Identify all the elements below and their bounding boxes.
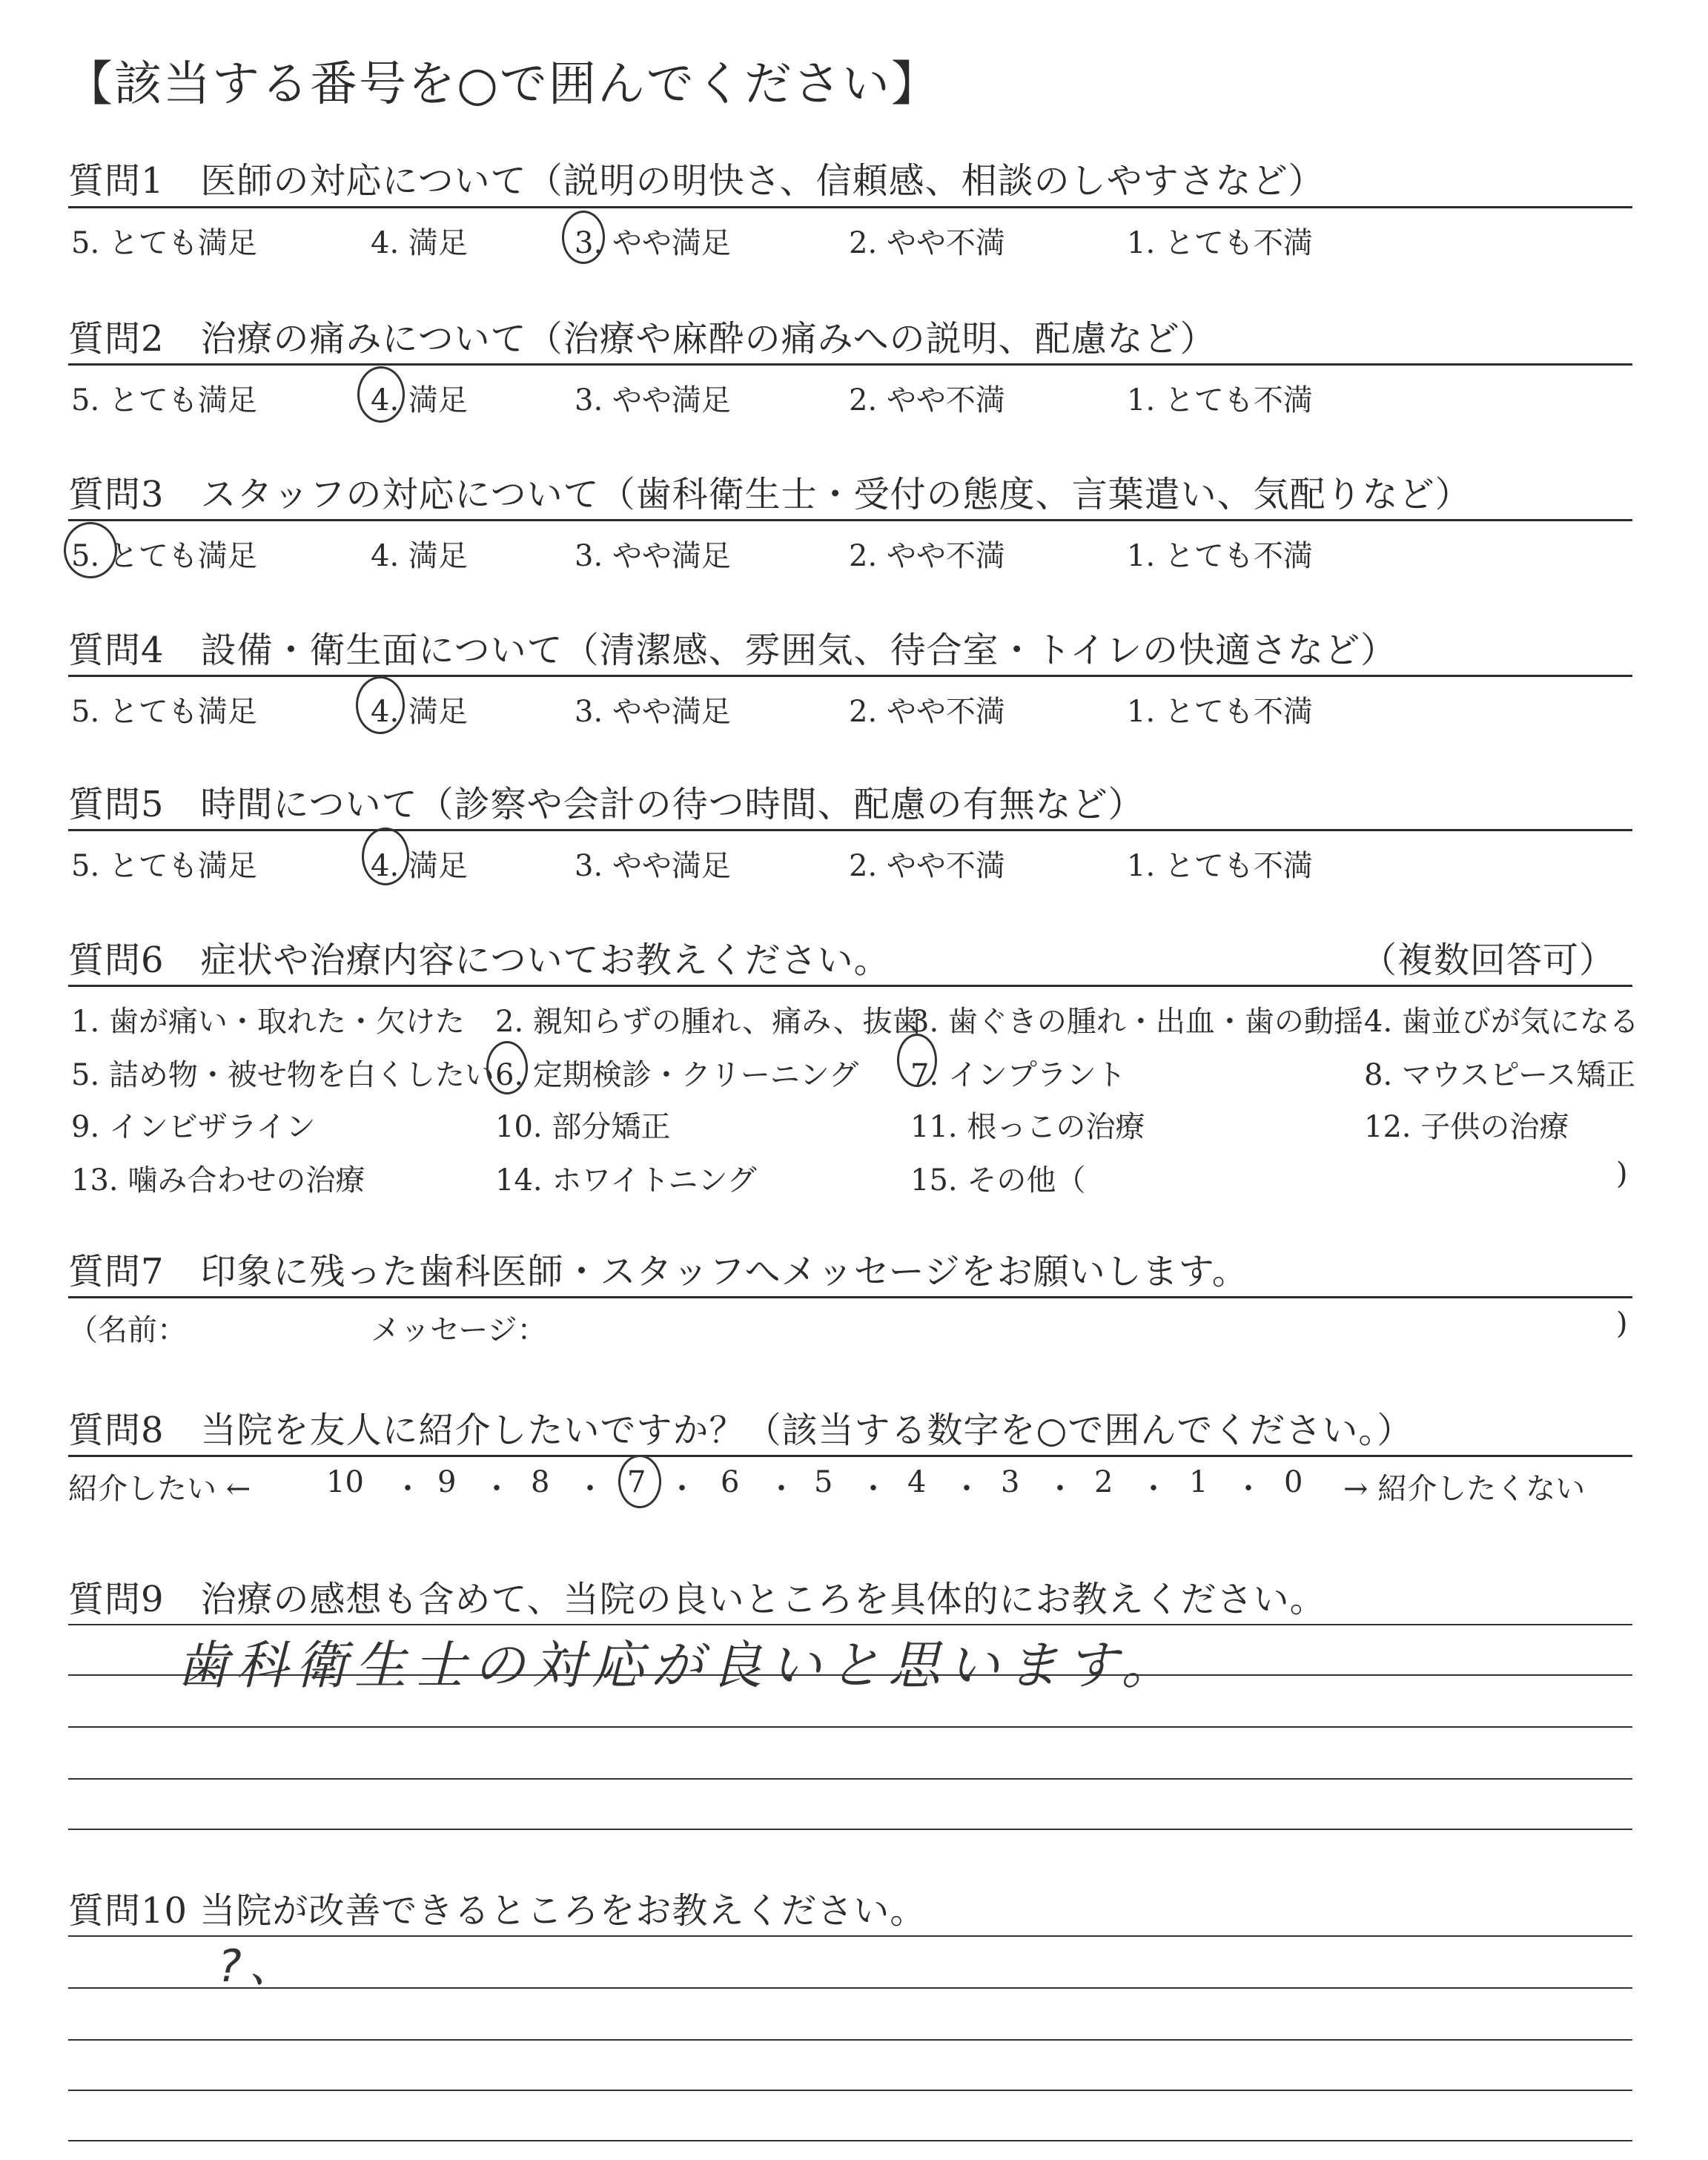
rating-option-1[interactable]: 1. とても不満: [1127, 849, 1313, 883]
rating-option-1[interactable]: 1. とても不満: [1127, 383, 1313, 417]
treatment-option-12[interactable]: 12. 子供の治療: [1364, 1110, 1569, 1144]
treatment-option-2[interactable]: 2. 親知らずの腫れ、痛み、抜歯: [495, 1005, 922, 1039]
treatment-option-4[interactable]: 4. 歯並びが気になる: [1364, 1005, 1639, 1039]
treatment-option-7[interactable]: 7. インプラント: [910, 1058, 1126, 1092]
scale-7[interactable]: 7: [627, 1465, 646, 1499]
scale-4[interactable]: 4: [907, 1465, 927, 1499]
not-recommend-label: → 紹介したくない: [1343, 1472, 1586, 1506]
handwritten-answer: 歯科衛生士の対応が良いと思います。: [176, 1635, 1181, 1696]
writing-line: [68, 2039, 1632, 2041]
scale-5[interactable]: 5: [814, 1465, 833, 1499]
rating-option-1[interactable]: 1. とても不満: [1127, 539, 1313, 573]
question-5-title: 質問5 時間について（診察や会計の待つ時間、配慮の有無など）: [68, 784, 1145, 825]
divider: [68, 985, 1632, 987]
writing-line: [68, 2090, 1632, 2091]
recommend-label: 紹介したい ←: [68, 1472, 251, 1506]
rating-option-2[interactable]: 2. やや不満: [849, 226, 1005, 260]
rating-option-3[interactable]: 3. やや満足: [575, 695, 731, 729]
scale-separator: ・: [575, 1472, 605, 1506]
divider: [68, 675, 1632, 677]
rating-option-2[interactable]: 2. やや不満: [849, 539, 1005, 573]
writing-line: [68, 1987, 1632, 1989]
rating-option-3[interactable]: 3. やや満足: [575, 226, 731, 260]
rating-option-4[interactable]: 4. 満足: [371, 695, 468, 729]
treatment-option-14[interactable]: 14. ホワイトニング: [495, 1163, 757, 1198]
scale-separator: ・: [1045, 1472, 1075, 1506]
question-10-title: 質問10 当院が改善できるところをお教えください。: [68, 1890, 927, 1932]
treatment-option-8[interactable]: 8. マウスピース矯正: [1364, 1058, 1636, 1092]
scale-separator: ・: [393, 1472, 423, 1506]
writing-line: [68, 1829, 1632, 1830]
question-1-title: 質問1 医師の対応について（説明の明快さ、信頼感、相談のしやすさなど）: [68, 160, 1325, 202]
rating-option-3[interactable]: 3. やや満足: [575, 849, 731, 883]
scale-separator: ・: [858, 1472, 888, 1506]
divider: [68, 206, 1632, 208]
treatment-option-10[interactable]: 10. 部分矯正: [495, 1110, 671, 1144]
scale-3[interactable]: 3: [1001, 1465, 1020, 1499]
scale-separator: ・: [1139, 1472, 1168, 1506]
scale-separator: ・: [1234, 1472, 1263, 1506]
writing-line: [68, 2140, 1632, 2141]
question-2-title: 質問2 治療の痛みについて（治療や麻酔の痛みへの説明、配慮など）: [68, 318, 1217, 360]
rating-option-4[interactable]: 4. 満足: [371, 383, 468, 417]
rating-option-1[interactable]: 1. とても不満: [1127, 695, 1313, 729]
scale-separator: ・: [667, 1472, 697, 1506]
divider: [68, 363, 1632, 366]
multiple-answers-note: （複数回答可）: [1361, 939, 1616, 981]
rating-option-4[interactable]: 4. 満足: [371, 226, 468, 260]
scale-separator: ・: [482, 1472, 512, 1506]
treatment-option-3[interactable]: 3. 歯ぐきの腫れ・出血・歯の動揺: [910, 1005, 1363, 1039]
writing-line: [68, 1778, 1632, 1780]
rating-option-4[interactable]: 4. 満足: [371, 539, 468, 573]
question-6-title: 質問6 症状や治療内容についてお教えください。: [68, 939, 890, 981]
writing-line: [68, 1935, 1632, 1937]
rating-option-3[interactable]: 3. やや満足: [575, 539, 731, 573]
question-9-title: 質問9 治療の感想も含めて、当院の良いところを具体的にお教えください。: [68, 1579, 1326, 1620]
treatment-option-15[interactable]: 15. その他（: [910, 1163, 1086, 1198]
question-4-title: 質問4 設備・衛生面について（清潔感、雰囲気、待合室・トイレの快適さなど）: [68, 630, 1397, 671]
scale-10[interactable]: 10: [326, 1465, 364, 1499]
rating-option-5[interactable]: 5. とても満足: [71, 695, 257, 729]
rating-option-4[interactable]: 4. 満足: [371, 849, 468, 883]
scale-6[interactable]: 6: [721, 1465, 740, 1499]
rating-option-2[interactable]: 2. やや不満: [849, 695, 1005, 729]
writing-line: [68, 1726, 1632, 1728]
treatment-option-11[interactable]: 11. 根っこの治療: [910, 1110, 1145, 1144]
treatment-option-13[interactable]: 13. 噛み合わせの治療: [71, 1163, 365, 1198]
message-close-paren: ): [1616, 1307, 1628, 1341]
scale-separator: ・: [767, 1472, 796, 1506]
other-close-paren: ): [1616, 1157, 1628, 1191]
rating-option-1[interactable]: 1. とても不満: [1127, 226, 1313, 260]
rating-option-5[interactable]: 5. とても満足: [71, 539, 257, 573]
divider: [68, 1455, 1632, 1457]
scale-2[interactable]: 2: [1094, 1465, 1113, 1499]
scale-separator: ・: [952, 1472, 982, 1506]
divider: [68, 829, 1632, 831]
question-7-title: 質問7 印象に残った歯科医師・スタッフへメッセージをお願いします。: [68, 1251, 1248, 1292]
message-label: メッセージ：: [371, 1313, 547, 1347]
rating-option-2[interactable]: 2. やや不満: [849, 383, 1005, 417]
rating-option-5[interactable]: 5. とても満足: [71, 383, 257, 417]
scale-9[interactable]: 9: [437, 1465, 457, 1499]
treatment-option-5[interactable]: 5. 詰め物・被せ物を白くしたい: [71, 1058, 494, 1092]
divider: [68, 519, 1632, 521]
rating-option-5[interactable]: 5. とても満足: [71, 226, 257, 260]
question-3-title: 質問3 スタッフの対応について（歯科衛生士・受付の態度、言葉遣い、気配りなど）: [68, 474, 1472, 515]
scale-8[interactable]: 8: [531, 1465, 550, 1499]
rating-option-3[interactable]: 3. やや満足: [575, 383, 731, 417]
form-title: 【該当する番号を○で囲んでください】: [65, 57, 940, 112]
divider: [68, 1296, 1632, 1298]
handwritten-answer: ?、: [218, 1941, 301, 1992]
treatment-option-9[interactable]: 9. インビザライン: [71, 1110, 316, 1144]
rating-option-5[interactable]: 5. とても満足: [71, 849, 257, 883]
treatment-option-1[interactable]: 1. 歯が痛い・取れた・欠けた: [71, 1005, 465, 1039]
name-label: （名前：: [68, 1313, 187, 1347]
question-8-title: 質問8 当院を友人に紹介したいですか？（該当する数字を○で囲んでください。）: [68, 1410, 1414, 1451]
treatment-option-6[interactable]: 6. 定期検診・クリーニング: [495, 1058, 859, 1092]
scale-1[interactable]: 1: [1189, 1465, 1208, 1499]
rating-option-2[interactable]: 2. やや不満: [849, 849, 1005, 883]
scale-0[interactable]: 0: [1284, 1465, 1303, 1499]
